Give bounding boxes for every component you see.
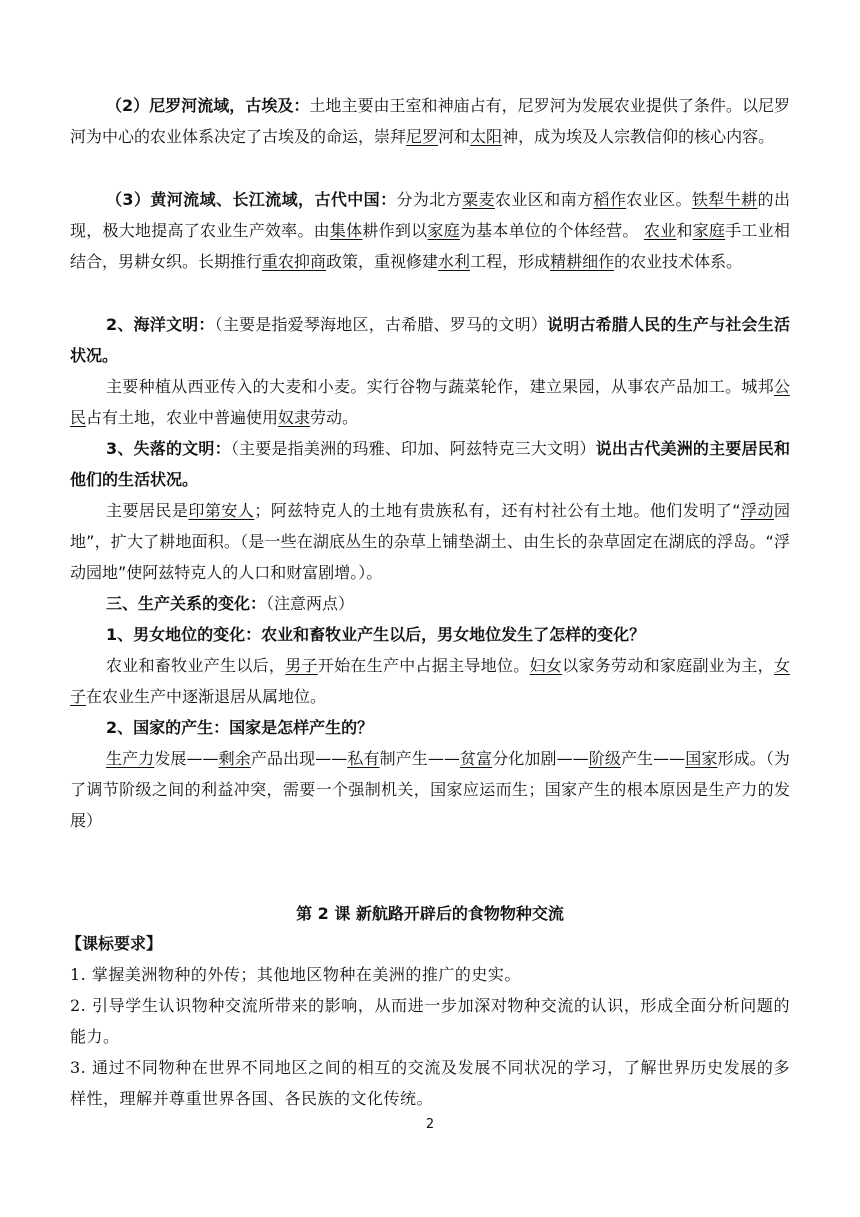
paragraph-greece: 主要种植从西亚传入的大麦和小麦。实行谷物与蔬菜轮作，建立果园，从事农产品加工。城邦公民占有土地，农业中普遍使用奴隶劳动。: [70, 377, 790, 427]
lost-heading: 3、失落的文明：（主要是指美洲的玛雅、印加、阿兹特克三大文明）说出古代美洲的主要居民和他们的生活状况。: [70, 439, 790, 489]
requirements-heading: 【课标要求】: [66, 934, 163, 953]
lesson-title: 第 2 课 新航路开辟后的食物物种交流: [296, 904, 564, 923]
paragraph-egypt: （2）尼罗河流域，古埃及：土地主要由王室和神庙占有，尼罗河为发展农业提供了条件。以尼罗河为中心的农业体系决定了古埃及的命运，崇拜尼罗河和太阳神，成为埃及人宗教信仰的核心内容。: [70, 96, 790, 146]
page-number: 2: [425, 1117, 435, 1132]
ocean-heading: 2、海洋文明：（主要是指爱琴海地区，古希腊、罗马的文明）说明古希腊人民的生产与社会生活状况。: [70, 315, 790, 365]
paragraph-china: （3）黄河流域、长江流域，古代中国：分为北方粟麦农业区和南方稻作农业区。铁犁牛耕的出现，极大地提高了农业生产效率。由集体耕作到以家庭为基本单位的个体经营。 农业和家庭手工业相结合，男耕女织。长期推行重农抑商政策，重视修建水利工程，形成精耕细作的农业技术体系。: [70, 190, 790, 271]
china-heading: （3）黄河流域、长江流域，古代中国：: [106, 190, 397, 209]
paragraph-america: 主要居民是印第安人；阿兹特克人的土地有贵族私有，还有村社公有土地。他们发明了“浮动园地”，扩大了耕地面积。（是一些在湖底丛生的杂草上铺垫湖土、由生长的杂草固定在湖底的浮岛。“浮动园地”使阿兹特克人的人口和财富剧增。）。: [70, 501, 790, 582]
egypt-heading: （2）尼罗河流域，古埃及：: [106, 96, 310, 115]
paragraph-gender: 农业和畜牧业产生以后，男子开始在生产中占据主导地位。妇女以家务劳动和家庭副业为主，女子在农业生产中逐渐退居从属地位。: [70, 656, 790, 706]
requirement-item-2: 2. 引导学生认识物种交流所带来的影响，从而进一步加深对物种交流的认识，形成全面分析问题的能力。: [70, 996, 790, 1046]
requirement-item-3: 3. 通过不同物种在世界不同地区之间的相互的交流及发展不同状况的学习，了解世界历史发展的多样性，理解并尊重世界各国、各民族的文化传统。: [70, 1058, 790, 1108]
relations-heading: 三、生产关系的变化：（注意两点）: [106, 594, 355, 613]
gender-question: 1、男女地位的变化：农业和畜牧业产生以后，男女地位发生了怎样的变化？: [106, 625, 646, 644]
paragraph-state: 生产力发展——剩余产品出现——私有制产生——贫富分化加剧——阶级产生——国家形成。（为了调节阶级之间的利益冲突，需要一个强制机关，国家应运而生；国家产生的根本原因是生产力的发展）: [70, 749, 790, 830]
state-question: 2、国家的产生：国家是怎样产生的？: [106, 718, 374, 737]
requirement-item-1: 1. 掌握美洲物种的外传；其他地区物种在美洲的推广的史实。: [70, 965, 521, 984]
